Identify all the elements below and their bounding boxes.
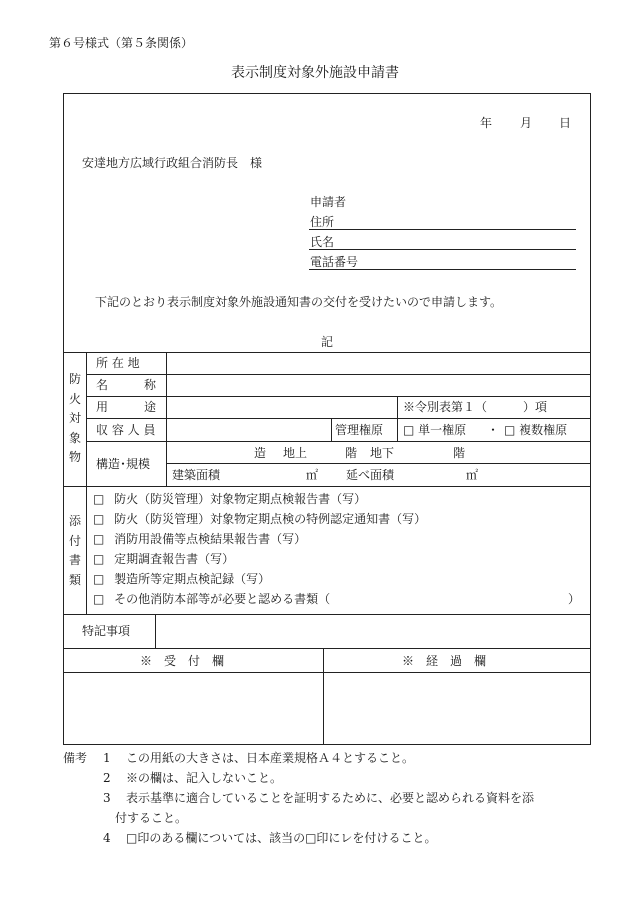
note-1-number: 1 [103,751,111,765]
single-authority-checkbox[interactable]: □ [403,423,415,437]
attachment-label-4: 定期調査報告書（写） [114,552,235,566]
note-3-continued: 付すること。 [115,811,188,825]
multiple-authority-label: 複数権原 [519,423,568,437]
special-notes-label: 特記事項 [82,624,131,638]
addressee: 安達地方広域行政組合消防長 様 [82,156,263,170]
address-field-line[interactable] [309,229,576,230]
attachment-checkbox-6[interactable]: □ [93,592,105,606]
building-area-label: 建築面積 [172,468,221,482]
row-line-1 [86,374,591,375]
fire-object-group-label: 防 火 対 象 物 [68,372,81,464]
section-line-mid [63,486,591,487]
row-line-3 [86,418,591,419]
note-2-text: ※の欄は、記入しないこと。 [126,771,283,785]
attachment-label-5: 製造所等定期点検記録（写） [114,572,271,586]
note-4-text: □印のある欄については、該当の□印にレを付けること。 [126,831,437,845]
attachment-item-4[interactable] [93,553,234,565]
note-1-text: この用紙の大きさは、日本産業規格Ａ４とすること。 [126,751,415,765]
reception-top-line [63,648,591,649]
applicant-phone-label: 電話番号 [310,255,359,269]
note-4-number: 4 [103,831,111,845]
attachment-item-5[interactable] [93,573,270,585]
attachment-item-6[interactable] [93,593,330,605]
special-notes-top-line [63,614,591,615]
total-floor-area-unit: ㎡ [466,468,479,482]
capacity-label: 収 容 人 員 [96,423,156,437]
row-line-5 [166,463,591,464]
single-authority-label: 単一権原 [418,423,467,437]
phone-field-line[interactable] [309,269,576,270]
group-divider [86,352,87,614]
use-label: 用 途 [96,400,157,414]
attachment-label-3: 消防用設備等点検結果報告書（写） [114,532,307,546]
note-3-text: 表示基準に適合していることを証明するために、必要と認められる資料を添 [126,791,535,805]
date-day: 日 [559,116,572,130]
below-ground-label: 地下 [370,446,395,460]
attachment-item-3[interactable] [93,533,306,545]
attachment-item-2[interactable] [93,513,426,525]
page-title: 表示制度対象外施設申請書 [231,65,399,81]
note-3-number: 3 [103,791,111,805]
applicant-address-label: 住所 [310,215,335,229]
above-floors-unit: 階 [345,446,358,460]
above-ground-label: 地上 [283,446,308,460]
notes-heading: 備考 [63,751,88,765]
attachment-label-1: 防火（防災管理）対象物定期点検報告書（写） [114,492,367,506]
structure-label: 構造･規模 [96,457,151,471]
section-line-top [63,352,591,353]
single-authority-option[interactable] [403,424,466,436]
note-2-number: 2 [103,771,111,785]
attachment-label-2: 防火（防災管理）対象物定期点検の特例認定通知書（写） [114,512,427,526]
label-divider [166,352,167,486]
structure-construction: 造 [254,446,267,460]
progress-label: ※ 経 過 欄 [402,654,487,668]
date-month: 月 [520,116,533,130]
multiple-authority-checkbox[interactable]: □ [504,423,516,437]
use-note: ※令別表第１（ ）項 [403,400,548,414]
authority-separator: ・ [487,423,500,437]
special-notes-divider [155,614,156,648]
request-statement: 下記のとおり表示制度対象外施設通知書の交付を受けたいので申請します。 [95,295,503,309]
attachment-checkbox-2[interactable]: □ [93,512,105,526]
applicant-name-label: 氏名 [310,235,335,249]
progress-box [324,673,590,744]
applicant-heading: 申請者 [310,195,347,209]
ki-heading: 記 [321,335,334,349]
multiple-authority-option[interactable] [504,424,567,436]
attachment-other-closing: ） [568,592,581,606]
name-field-line[interactable] [309,249,576,250]
location-label: 所 在 地 [96,356,140,370]
attachment-checkbox-5[interactable]: □ [93,572,105,586]
mgmt-divider-left [331,418,332,441]
reception-box [64,673,322,744]
attachment-checkbox-1[interactable]: □ [93,492,105,506]
date-year: 年 [480,116,493,130]
form-number: 第６号様式（第５条関係） [49,36,194,50]
building-area-unit: ㎡ [306,468,319,482]
total-floor-area-label: 延べ面積 [346,468,395,482]
attachment-item-1[interactable] [93,493,366,505]
attachment-checkbox-4[interactable]: □ [93,552,105,566]
attachment-checkbox-3[interactable]: □ [93,532,105,546]
reception-label: ※ 受 付 欄 [140,654,225,668]
mgmt-divider-right [397,418,398,441]
management-label: 管理権原 [335,423,384,437]
attachments-group-label: 添 付 書 類 [68,514,81,587]
attachment-label-6: その他消防本部等が必要と認める書類（ [114,592,331,606]
below-floors-unit: 階 [453,446,466,460]
row-line-4 [86,441,591,442]
name-label: 名 称 [96,378,157,392]
row-line-2 [86,396,591,397]
